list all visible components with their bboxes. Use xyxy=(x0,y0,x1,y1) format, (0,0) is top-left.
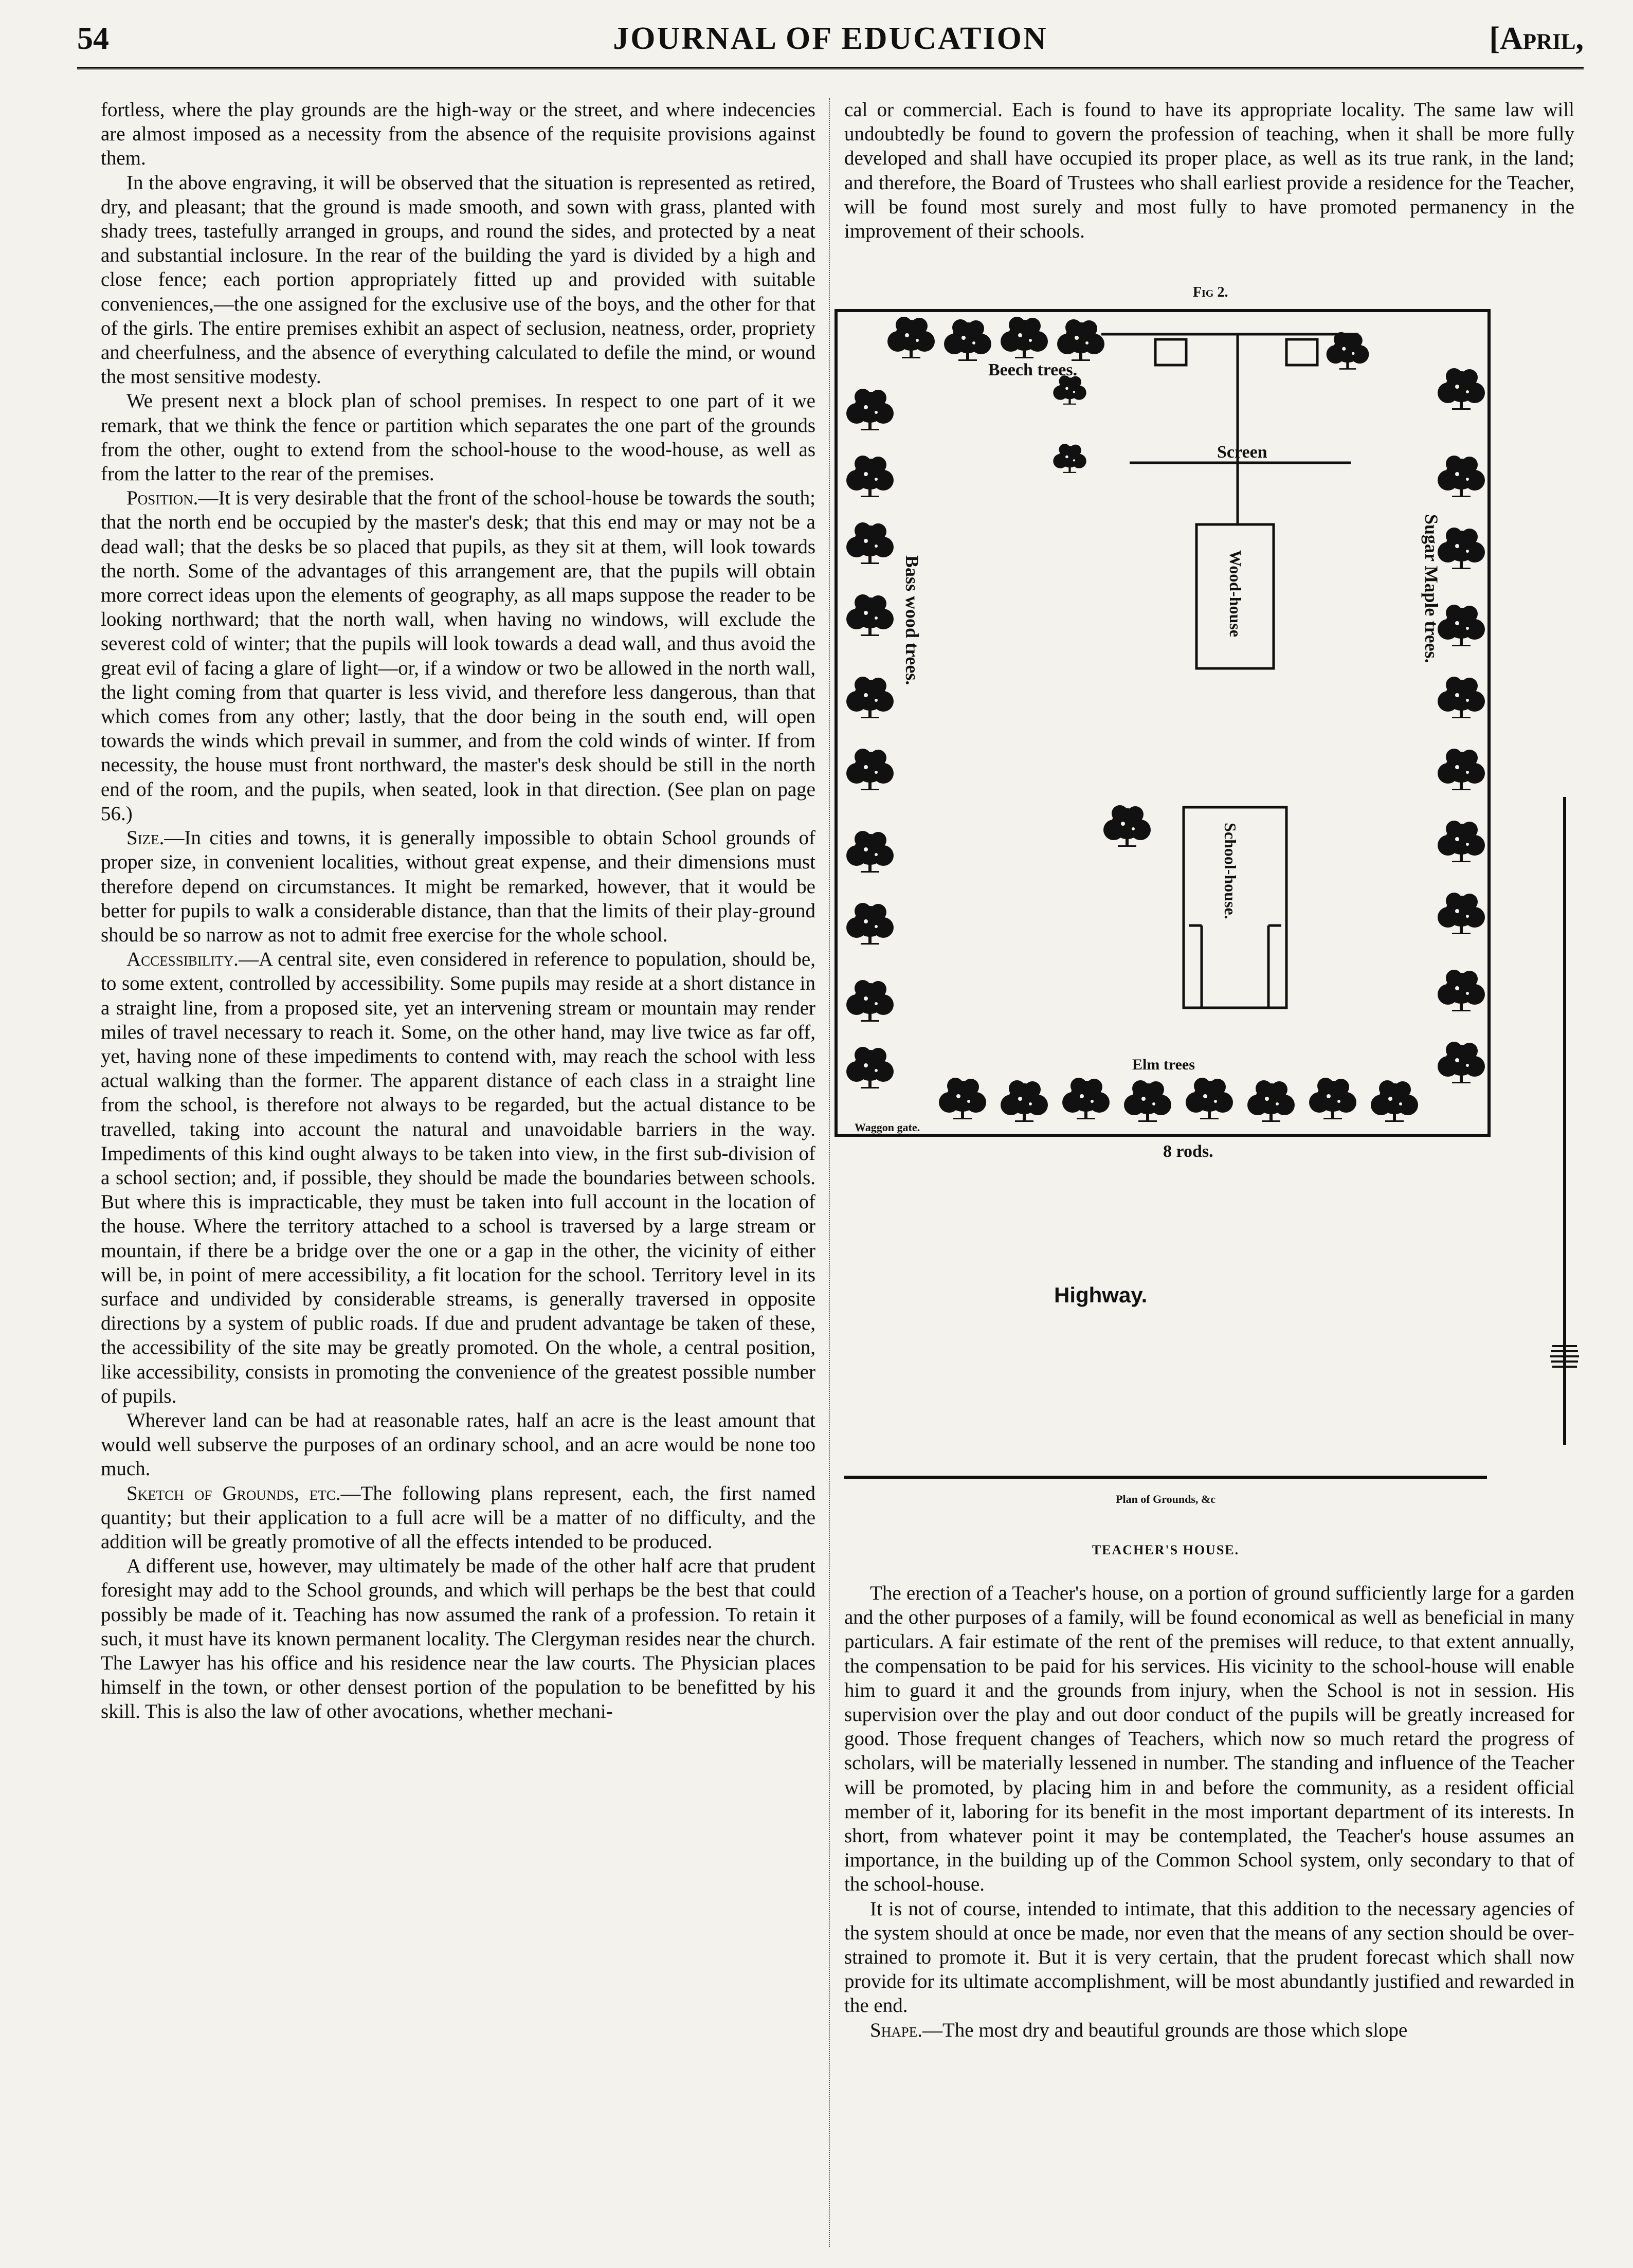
figure-rule xyxy=(844,1476,1487,1479)
bass-wood-trees-column xyxy=(846,389,894,1088)
figure-label: Fig 2. xyxy=(1193,284,1228,300)
header-rule xyxy=(77,67,1584,69)
page-number: 54 xyxy=(77,21,109,56)
left-column xyxy=(101,98,815,1724)
teachers-house-heading: TEACHER'S HOUSE. xyxy=(1092,1543,1240,1557)
size-lead: Size. xyxy=(126,827,165,849)
elm-trees-row xyxy=(939,1078,1418,1122)
sugar-maple-trees-label: Sugar Maple trees. xyxy=(1421,514,1442,663)
position-text: —It is very desirable that the front of the school-house be towards the south; that the north end be occupied by the master's desk; that this end may or may not be a dead wall; that the desks be so placed that pupils, as they sit at them, will look towards the north. Some of the advantages of this arrangement are, that the pupils will obtain more correct ideas upon the elements of geography, as all maps suppose the reader to be looking northward; that the north wall, when having no windows, will exclude the severest cold of winter; that the pupils will look towards a dead wall, and thus avoid the great evil of facing a glare of light—or, if a window or two be allowed in the north wall, the light coming from that quarter is less vivid, and therefore less dangerous, than that which comes from any other; lastly, that the door being in the south end, will open towards the winds which prevail in summer, and from the cold winds of winter. If from necessity, the house must front northward, the master's desk should be still in the north end of the room, and the pupils, when seated, look in that direction. (See plan on page 56.) xyxy=(101,487,815,825)
right-column-top xyxy=(844,98,1574,243)
left-paragraph-position xyxy=(101,486,815,826)
sketch-text: —The following plans represent, each, the first named quantity; but their application to a full acre will be a matter of no difficulty, and the addition will be greatly promotive of all the effects intended to be produced. xyxy=(101,1482,815,1553)
left-paragraph-7: Wherever land can be had at reasonable rates, half an acre is the least amount that would well subserve the purposes of an ordinary school, and an acre would be none too much. xyxy=(101,1409,815,1480)
left-paragraph-3: We present next a block plan of school premises. In respect to one part of it we remark, that we think the fence or partition which separates the one part of the grounds from the other, ought to extend from the school-house to the wood-house, as well as from the latter to the rear of the premises. xyxy=(101,390,815,485)
left-paragraph-9: A different use, however, may ultimately be made of the other half acre that prudent foresight may add to the School grounds, and which will perhaps be the best that could possibly be made of it. Teaching has now assumed the rank of a profession. To retain it such, it must have its known permanent locality. The Clergyman resides near the church. The Lawyer has his office and his residence near the law courts. The Physician places himself in the town, or other densest portion of the population to be benefitted by his skill. This is also the law of other avocations, whether mechani- xyxy=(101,1555,815,1723)
beech-trees-row xyxy=(887,317,1369,370)
highway-label: Highway. xyxy=(1054,1283,1148,1307)
shape-lead: Shape. xyxy=(870,2019,922,2041)
figure-caption: Plan of Grounds, &c xyxy=(1116,1493,1215,1505)
waggon-gate-label: Waggon gate. xyxy=(855,1121,920,1134)
teachers-house-paragraph-2: It is not of course, intended to intimate, that this addition to the necessary agencies of the system should at once be made, nor even that the means of any section should be over-strained to promote it. But it is very certain, that the prudent forecast which shall now provide for its ultimate accomplishment, will be most abundantly justified and rewarded in the end. xyxy=(844,1897,1574,2017)
inner-trees xyxy=(1053,375,1151,847)
grounds-plan-figure xyxy=(834,309,1497,1162)
margin-knob-mark xyxy=(1550,1342,1579,1373)
accessibility-text: —A central site, even considered in reference to population, should be, to some extent, controlled by accessibility. Some pupils may reside at a short distance in a straight line, from a proposed site, yet an intervening stream or mountain may render miles of travel necessary to reach it. Some, on the other hand, may live twice as far off, yet, having none of these impediments to contend with, may reach the school with less actual walking than the former. The apparent distance of each class in a straight line from the school, is therefore not always to be regarded, but the actual distance to be travelled, taking into account the natural and unavoidable barriers in the way. Impediments of this kind ought always to be taken into view, in the first sub-division of a school section; and, if possible, they should be made the boundaries between schools. But where this is impracticable, they must be taken into full account in the location of the house. Where the territory attached to a school is traversed by a large stream or mountain, if there be a bridge over the one or a gap in the other, the vicinity of either will be, in point of mere accessibility, a fit location for the school. Territory level in its surface and undivided by considerable streams, is generally traversed in opposite directions by a system of public roads. If due and prudent advantage be taken of these, the accessibility of the site may be greatly promoted. On the whole, a central position, like accessibility, consists in promoting the convenience of the greatest possible number of pupils. xyxy=(101,948,815,1407)
wood-house-label: Wood-house xyxy=(1226,550,1245,637)
left-paragraph-sketch xyxy=(101,1481,815,1554)
right-paragraph-1: cal or commercial. Each is found to have its appropriate locality. The same law will undoubtedly be found to govern the profession of teaching, when it shall be more fully developed and shall have occupied its proper place, as well as its true rank, in the land; and therefore, the Board of Trustees who shall earliest provide a residence for the Teacher, will be found most surely and most fully to have promoted permanency in the improvement of their schools. xyxy=(844,99,1574,243)
accessibility-lead: Accessibility. xyxy=(126,948,239,971)
left-paragraph-1: fortless, where the play grounds are the high-way or the street, and where indecencies are almost imposed as a necessity from the absence of the requisite provisions against them. xyxy=(101,99,815,170)
shape-paragraph xyxy=(844,2018,1574,2042)
sketch-lead: Sketch of Grounds, etc. xyxy=(126,1482,341,1504)
position-lead: Position. xyxy=(126,487,198,510)
beech-trees-label: Beech trees. xyxy=(988,360,1078,379)
right-column-bottom xyxy=(844,1581,1574,2042)
grounds-boundary xyxy=(836,311,1489,1135)
screen-fence xyxy=(1101,334,1358,524)
school-house-label: School-house. xyxy=(1221,823,1240,919)
left-paragraph-2: In the above engraving, it will be observed that the situation is represented as retired, dry, and pleasant; that the ground is made smooth, and sown with grass, planted with shady trees, tastefully arranged in groups, and round the sides, and protected by a neat and substantial inclosure. In the rear of the building the yard is divided by a high and close fence; each portion appropriately fitted up and provided with suitable conveniences,—the one assigned for the exclusive use of the boys, and the other for that of the girls. The entire premises exhibit an aspect of seclusion, neatness, order, propriety and cheerfulness, and the absence of everything calculated to defile the mind, or wound the most sensitive modesty. xyxy=(101,171,815,388)
sugar-maple-trees-column xyxy=(1438,368,1485,1083)
bass-wood-trees-label: Bass wood trees. xyxy=(902,555,922,685)
teachers-house-paragraph-1: The erection of a Teacher's house, on a portion of ground sufficiently large for a garden and the other purposes of a family, will be found economical as well as beneficial in many particulars. A fair estimate of the rent of the premises will reduce, to that extent annually, the compensation to be paid for his services. His vicinity to the school-house will enable him to guard it and the grounds from injury, when the School is not in session. His supervision over the play and out door conduct of the pupils will be greatly increased for good. Those frequent changes of Teachers, which now so much retard the progress of scholars, will be materially lessened in number. The standing and influence of the Teacher will be promoted, by placing him in and before the community, as a resident official member of it, laboring for its benefit in the most important department of its interests. In short, from whatever point it may be contemplated, the Teacher's house assumes an importance, in the building up of the Common School system, only secondary to that of the school-house. xyxy=(844,1582,1574,1896)
left-paragraph-accessibility xyxy=(101,947,815,1408)
eight-rods-label: 8 rods. xyxy=(1163,1142,1213,1161)
elm-trees-label: Elm trees xyxy=(1132,1056,1195,1073)
screen-label: Screen xyxy=(1217,443,1267,462)
left-paragraph-size xyxy=(101,826,815,947)
column-divider xyxy=(829,98,830,2247)
running-head xyxy=(77,21,1584,67)
size-text: —In cities and towns, it is generally impossible to obtain School grounds of proper size, in convenient localities, without great expense, and their dimensions must therefore depend on circumstances. It might be remarked, however, that it would be better for pupils to walk a considerable distance, than that the limits of their play-ground should be so narrow as not to admit free exercise for the whole school. xyxy=(101,827,815,946)
shape-text: —The most dry and beautiful grounds are those which slope xyxy=(922,2019,1408,2041)
issue-month: [April, xyxy=(1489,21,1584,56)
journal-title: JOURNAL OF EDUCATION xyxy=(613,21,1048,56)
